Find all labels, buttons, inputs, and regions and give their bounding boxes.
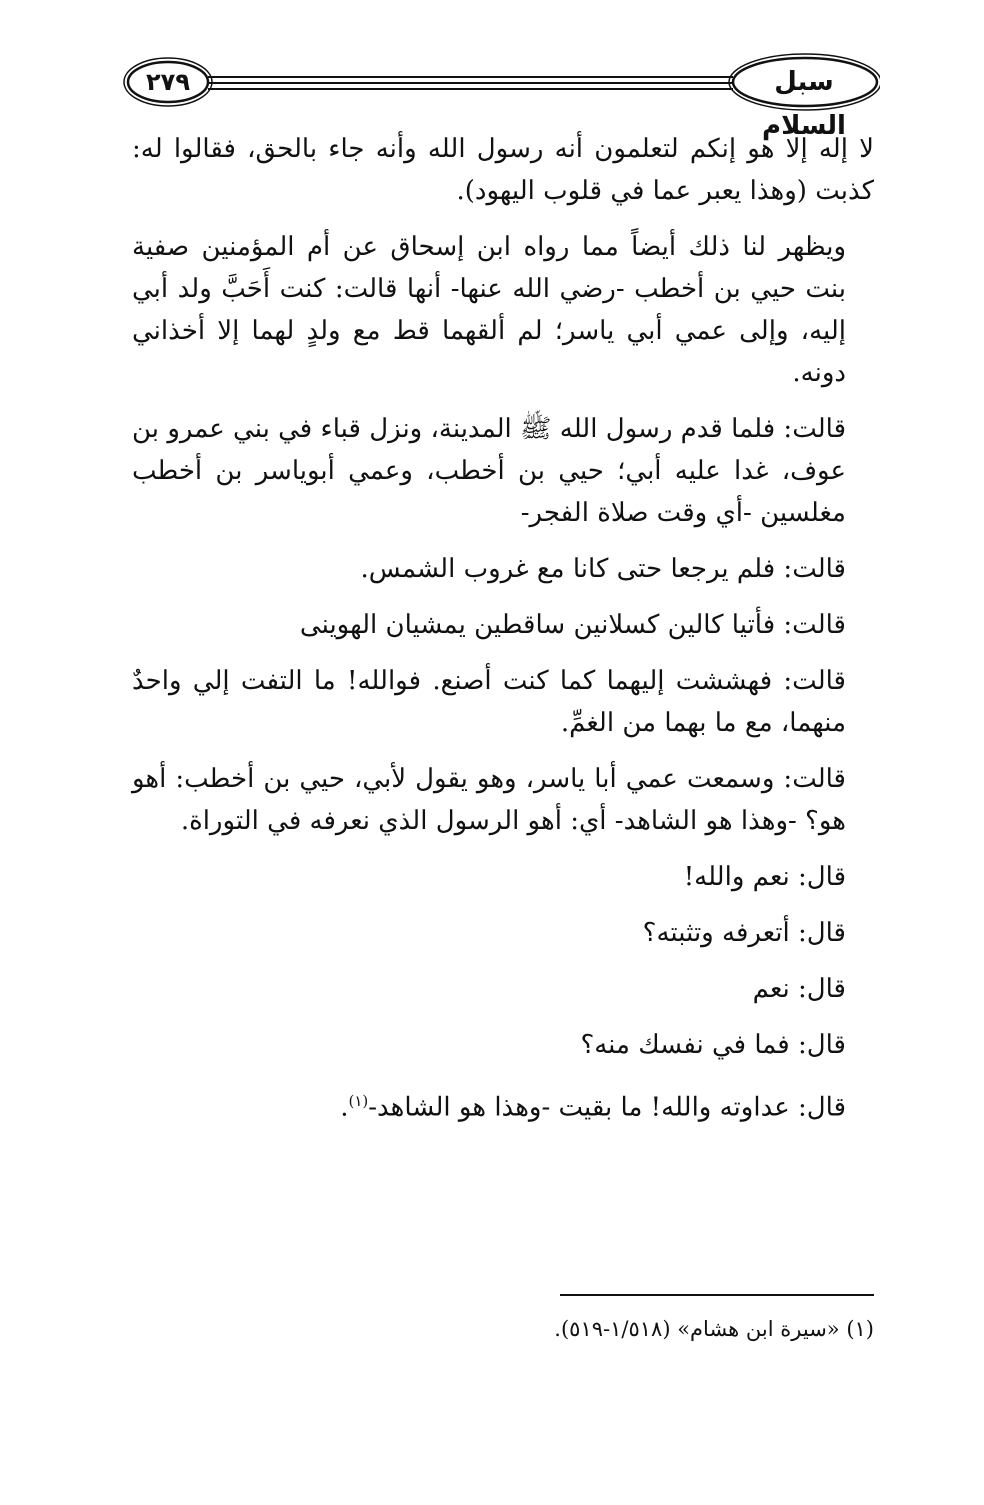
book-title: سبل السلام [762, 67, 846, 141]
page-body [132, 128, 874, 1129]
dialogue-line-5: قال: عداوته والله! ما بقيت -وهذا هو الشاهد-$^{(١)}$. [340, 1092, 846, 1123]
page-header [118, 50, 880, 141]
footnote-marker: (١) [348, 1092, 369, 1110]
paragraph-2: ويظهر لنا ذلك أيضاً مما رواه ابن إسحاق عن أم المؤمنين صفية بنت حيي بن أخطب -رضي الله عنها- أنها قالت: كنت أَحَبَّ ولد أبي إليه، وإلى عمي أبي ياسر؛ لم ألقهما قط مع ولدٍ لهما إلا أخذاني دونه. [132, 232, 846, 388]
paragraph-4: قالت: فلم يرجعا حتى كانا مع غروب الشمس. [360, 554, 846, 584]
paragraph-1: لا إله إلا هو إنكم لتعلمون أنه رسول الله وأنه جاء بالحق، فقالوا له: كذبت (وهذا يعبر عما في قلوب اليهود). [132, 134, 874, 206]
dialogue-line-3: قال: نعم [752, 974, 846, 1004]
page-number: ٢٧٩ [146, 68, 190, 96]
footnote-divider [560, 1294, 874, 1296]
dialogue-line-4: قال: فما في نفسك منه؟ [580, 1030, 846, 1060]
dialogue-line-5-text: قال: عداوته والله! ما بقيت -وهذا هو الشاهد- [368, 1092, 846, 1123]
paragraph-6: قالت: فهششت إليهما كما كنت أصنع. فوالله! ما التفت إلي واحدٌ منهما، مع ما بهما من الغمِّ. [132, 666, 846, 738]
paragraph-7: قالت: وسمعت عمي أبا ياسر، وهو يقول لأبي، حيي بن أخطب: أهو هو؟ -وهذا هو الشاهد- أي: أهو الرسول الذي نعرفه في التوراة. [132, 764, 846, 836]
dialogue-line-2: قال: أتعرفه وتثبته؟ [642, 918, 846, 948]
dialogue-line-1: قال: نعم والله! [683, 862, 846, 892]
footnote: (١) «سيرة ابن هشام» (١/٥١٨-٥١٩). [554, 1317, 874, 1341]
paragraph-3: قالت: فلما قدم رسول الله ﷺ المدينة، ونزل قباء في بني عمرو بن عوف، غدا عليه أبي؛ حيي بن أخطب، وعمي أبوياسر بن أخطب مغلسين -أي وقت صلاة الفجر- [132, 414, 846, 528]
paragraph-5: قالت: فأتيا كالين كسلانين ساقطين يمشيان الهوينى [299, 610, 846, 640]
